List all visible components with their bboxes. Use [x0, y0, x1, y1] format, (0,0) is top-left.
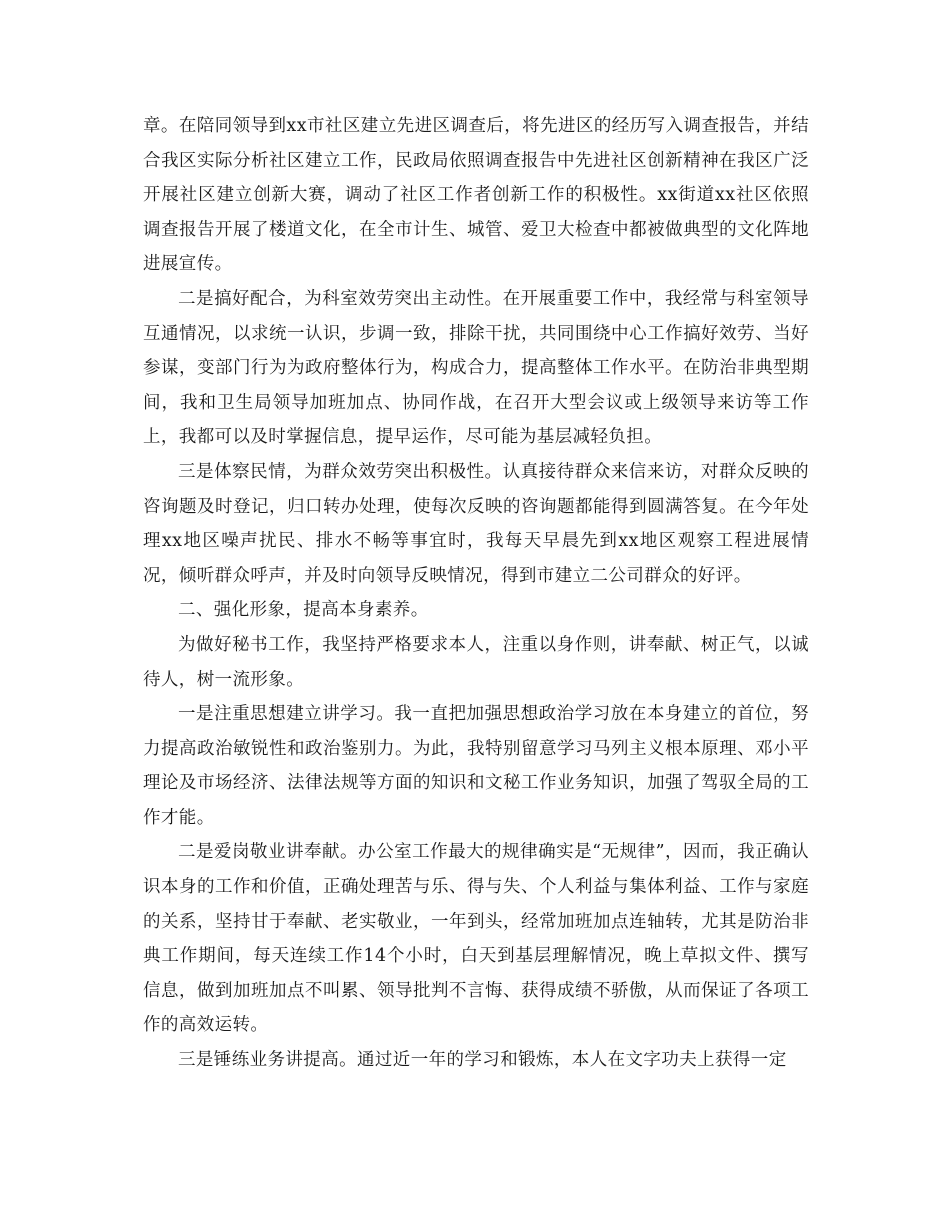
- paragraph-5: 为做好秘书工作，我坚持严格要求本人，注重以身作则，讲奉献、树正气，以诚待人，树一流形象。: [143, 634, 809, 690]
- paragraph-8: 三是锤练业务讲提高。通过近一年的学习和锻炼，本人在文字功夫上获得一定: [178, 1050, 787, 1071]
- paragraph-6: 一是注重思想建立讲学习。我一直把加强思想政治学习放在本身建立的首位，努力提高政治敏锐性和政治鉴别力。为此，我特别留意学习马列主义根本原理、邓小平理论及市场经济、法律法规等方面的知识和文秘工作业务知识，加强了驾驭全局的工作才能。: [143, 704, 809, 828]
- paragraph-3: 三是体察民情，为群众效劳突出积极性。认真接待群众来信来访，对群众反映的咨询题及时登记，归口转办处理，使每次反映的咨询题都能得到圆满答复。在今年处理xx地区噪声扰民、排水不畅等事宜时，我每天早晨先到xx地区观察工程进展情况，倾听群众呼声，并及时向领导反映情况，得到市建立二公司群众的好评。: [143, 461, 809, 586]
- paragraph-2: 二是搞好配合，为科室效劳突出主动性。在开展重要工作中，我经常与科室领导互通情况，以求统一认识，步调一致，排除干扰，共同围绕中心工作搞好效劳、当好参谋，变部门行为为政府整体行为，构成合力，提高整体工作水平。在防治非典型期间，我和卫生局领导加班加点、协同作战，在召开大型会议或上级领导来访等工作上，我都可以及时掌握信息，提早运作，尽可能为基层减轻负担。: [143, 288, 809, 448]
- paragraph-1: 章。在陪同领导到xx市社区建立先进区调查后，将先进区的经历写入调查报告，并结合我区实际分析社区建立工作，民政局依照调查报告中先进社区创新精神在我区广泛开展社区建立创新大赛，调动了社区工作者创新工作的积极性。xx街道xx社区依照调查报告开展了楼道文化，在全市计生、城管、爱卫大检查中都被做典型的文化阵地进展宣传。: [143, 116, 809, 275]
- document-page: [143, 109, 809, 1078]
- paragraph-7: 二是爱岗敬业讲奉献。办公室工作最大的规律确实是“无规律”，因而，我正确认识本身的工作和价值，正确处理苦与乐、得与失、个人利益与集体利益、工作与家庭的关系，坚持甘于奉献、老实敬业，一年到头，经常加班加点连轴转，尤其是防治非典工作期间，每天连续工作14个小时，白天到基层理解情况，晚上草拟文件、撰写信息，做到加班加点不叫累、领导批判不言悔、获得成绩不骄傲，从而保证了各项工作的高效运转。: [143, 842, 809, 1036]
- section-heading: 二、强化形象，提高本身素养。: [178, 600, 429, 621]
